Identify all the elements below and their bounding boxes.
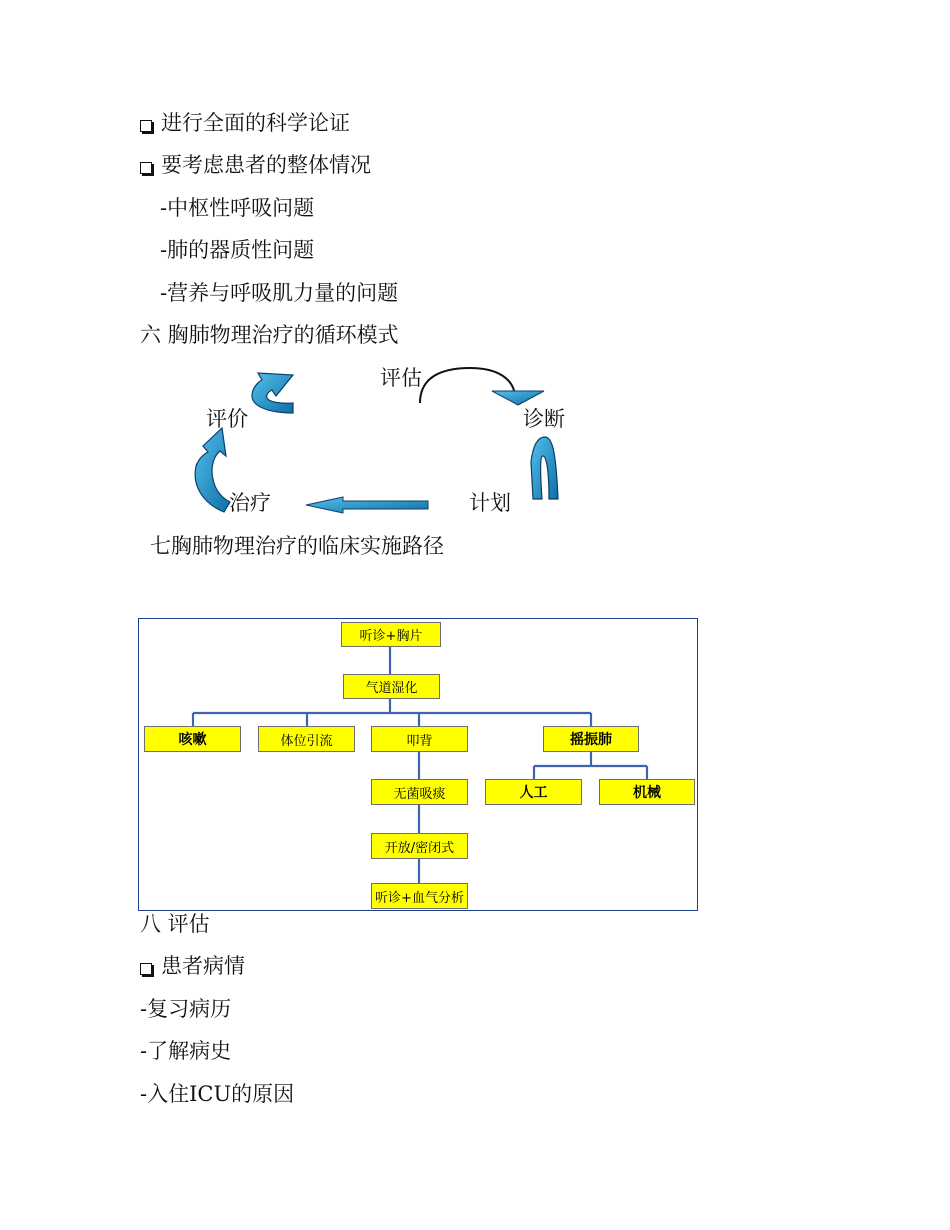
flow-step-sterile-suction: 无菌吸痰 [371,779,468,805]
flow-step-auscultation-abg: 听诊+血气分析 [371,883,468,909]
cycle-label-assess: 评估 [380,366,422,390]
flow-step-mechanical: 机械 [599,779,695,805]
bullet-item [140,953,245,979]
connector-lines [139,619,699,912]
bullet-text: 要考虑患者的整体情况 [161,153,371,177]
bullet-text: 进行全面的科学论证 [161,111,350,135]
curved-arrow-icon [252,373,293,413]
sub-item: -中枢性呼吸问题 [160,196,315,220]
cycle-label-treat: 治疗 [229,491,271,515]
left-arrow-icon [306,497,428,513]
flow-step-auscultation-xray: 听诊+胸片 [341,622,441,647]
flow-step-vibration: 摇振肺 [543,726,639,752]
checkbox-bullet-icon [140,963,152,975]
curved-arrow-icon [195,428,230,512]
section-heading: 八 评估 [140,912,210,936]
cycle-label-diagnose: 诊断 [523,407,565,431]
section-heading: 六 胸肺物理治疗的循环模式 [140,323,399,347]
ribbon-arrow-icon [531,437,558,499]
arrowhead-icon [492,391,544,405]
sub-item: -复习病历 [140,997,232,1021]
sub-item: -了解病史 [140,1039,232,1063]
sub-item: -营养与呼吸肌力量的问题 [160,281,399,305]
flow-step-humidification: 气道湿化 [343,674,440,699]
flow-step-cough: 咳嗽 [144,726,241,752]
arc-arrow-icon [420,368,515,403]
sub-item: -入住ICU的原因 [140,1082,295,1106]
cycle-label-evaluate: 评价 [206,407,248,431]
clinical-pathway-flowchart [138,618,698,911]
flow-step-open-closed: 开放/密闭式 [371,833,468,859]
cycle-label-plan: 计划 [469,491,511,515]
sub-item: -肺的器质性问题 [160,238,315,262]
flow-step-percussion: 叩背 [371,726,468,752]
cycle-diagram [0,0,950,560]
flow-step-manual: 人工 [485,779,582,805]
flow-step-postural-drainage: 体位引流 [258,726,355,752]
bullet-text: 患者病情 [161,954,245,978]
section-heading: 七胸肺物理治疗的临床实施路径 [150,534,444,558]
